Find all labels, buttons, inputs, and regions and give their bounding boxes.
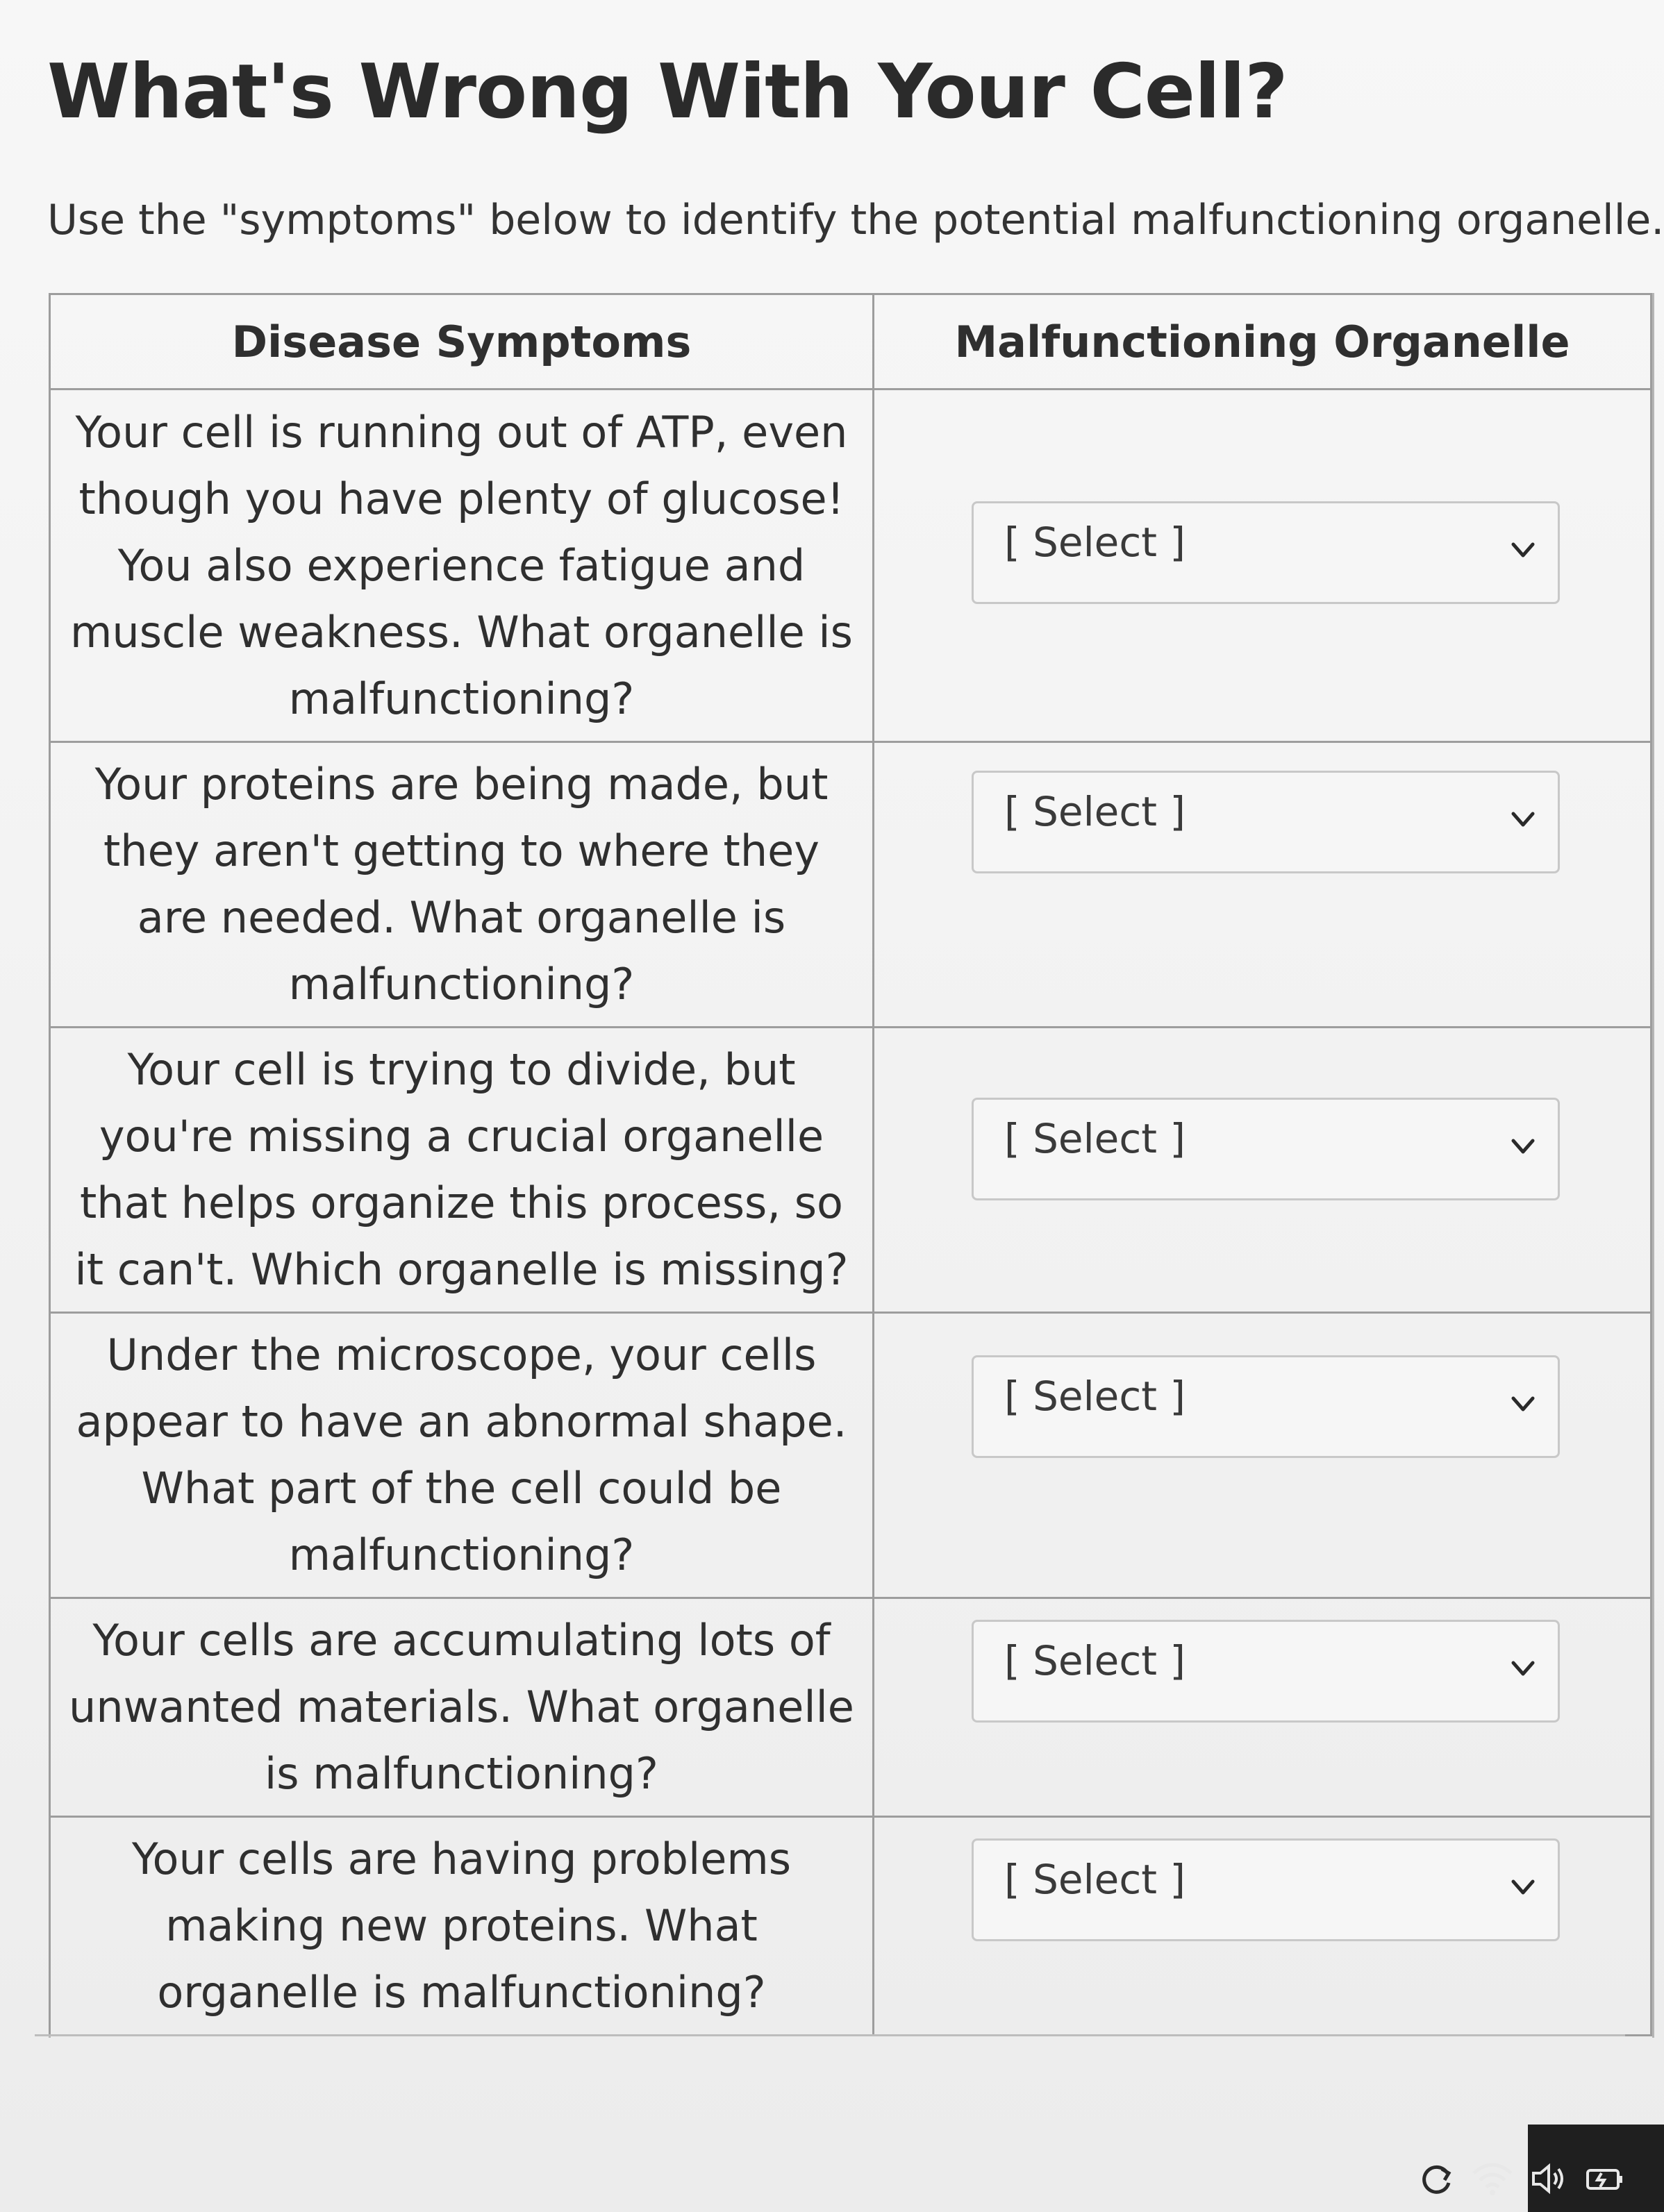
chevron-down-icon: [1508, 1653, 1538, 1684]
wifi-icon[interactable]: [1471, 2159, 1514, 2198]
answer-cell: [874, 1817, 1651, 2036]
table-row: [50, 1313, 1651, 1598]
page-title: What's Wrong With Your Cell?: [47, 49, 1288, 135]
header-malfunctioning-organelle: Malfunctioning Organelle: [874, 294, 1651, 389]
chevron-down-icon: [1508, 1131, 1538, 1162]
table-row: [50, 1817, 1651, 2036]
answer-cell: [874, 389, 1651, 742]
select-value: [ Select ]: [1004, 788, 1186, 835]
symptom-text: Your proteins are being made, but they aren't getting to where they are needed. What organelle is malfunctioning?: [50, 742, 874, 1028]
battery-icon[interactable]: [1583, 2159, 1626, 2198]
symptom-text: Your cells are having problems making new proteins. What organelle is malfunctioning?: [50, 1817, 874, 2036]
chevron-down-icon: [1508, 1389, 1538, 1419]
table-row: [50, 1028, 1651, 1313]
table-row: [50, 389, 1651, 742]
organelle-select[interactable]: [972, 1620, 1560, 1723]
select-value: [ Select ]: [1004, 1856, 1186, 1903]
table-row: [50, 742, 1651, 1028]
answer-cell: [874, 1313, 1651, 1598]
answer-cell: [874, 1598, 1651, 1817]
instructions: Use the "symptoms" below to identify the potential malfunctioning organelle.: [47, 196, 1664, 244]
symptom-text: Your cell is running out of ATP, even though you have plenty of glucose! You also experience fatigue and muscle weakness. What organelle is malfunctioning?: [50, 389, 874, 742]
select-value: [ Select ]: [1004, 1637, 1186, 1684]
select-value: [ Select ]: [1004, 1115, 1186, 1162]
symptom-text: Your cells are accumulating lots of unwanted materials. What organelle is malfunctioning?: [50, 1598, 874, 1817]
symptom-text: Under the microscope, your cells appear to have an abnormal shape. What part of the cell could be malfunctioning?: [50, 1313, 874, 1598]
select-value: [ Select ]: [1004, 1373, 1186, 1420]
table-header-row: [50, 294, 1651, 389]
organelle-select[interactable]: [972, 501, 1560, 604]
organelle-select[interactable]: [972, 1098, 1560, 1200]
organelle-select[interactable]: [972, 1838, 1560, 1941]
chevron-down-icon: [1508, 535, 1538, 565]
table-row: [50, 1598, 1651, 1817]
organelle-select[interactable]: [972, 1355, 1560, 1458]
answer-cell: [874, 742, 1651, 1028]
refresh-icon[interactable]: [1417, 2159, 1456, 2198]
organelle-select[interactable]: [972, 771, 1560, 873]
content-divider: [35, 2034, 1625, 2036]
system-tray: [1417, 2159, 1626, 2198]
symptom-text: Your cell is trying to divide, but you're missing a crucial organelle that helps organize this process, so it can't. Which organelle is missing?: [50, 1028, 874, 1313]
chevron-down-icon: [1508, 1872, 1538, 1902]
answer-cell: [874, 1028, 1651, 1313]
symptom-table: [49, 293, 1652, 2036]
select-value: [ Select ]: [1004, 519, 1186, 566]
speaker-icon[interactable]: [1529, 2159, 1568, 2198]
chevron-down-icon: [1508, 804, 1538, 835]
header-disease-symptoms: Disease Symptoms: [50, 294, 874, 389]
